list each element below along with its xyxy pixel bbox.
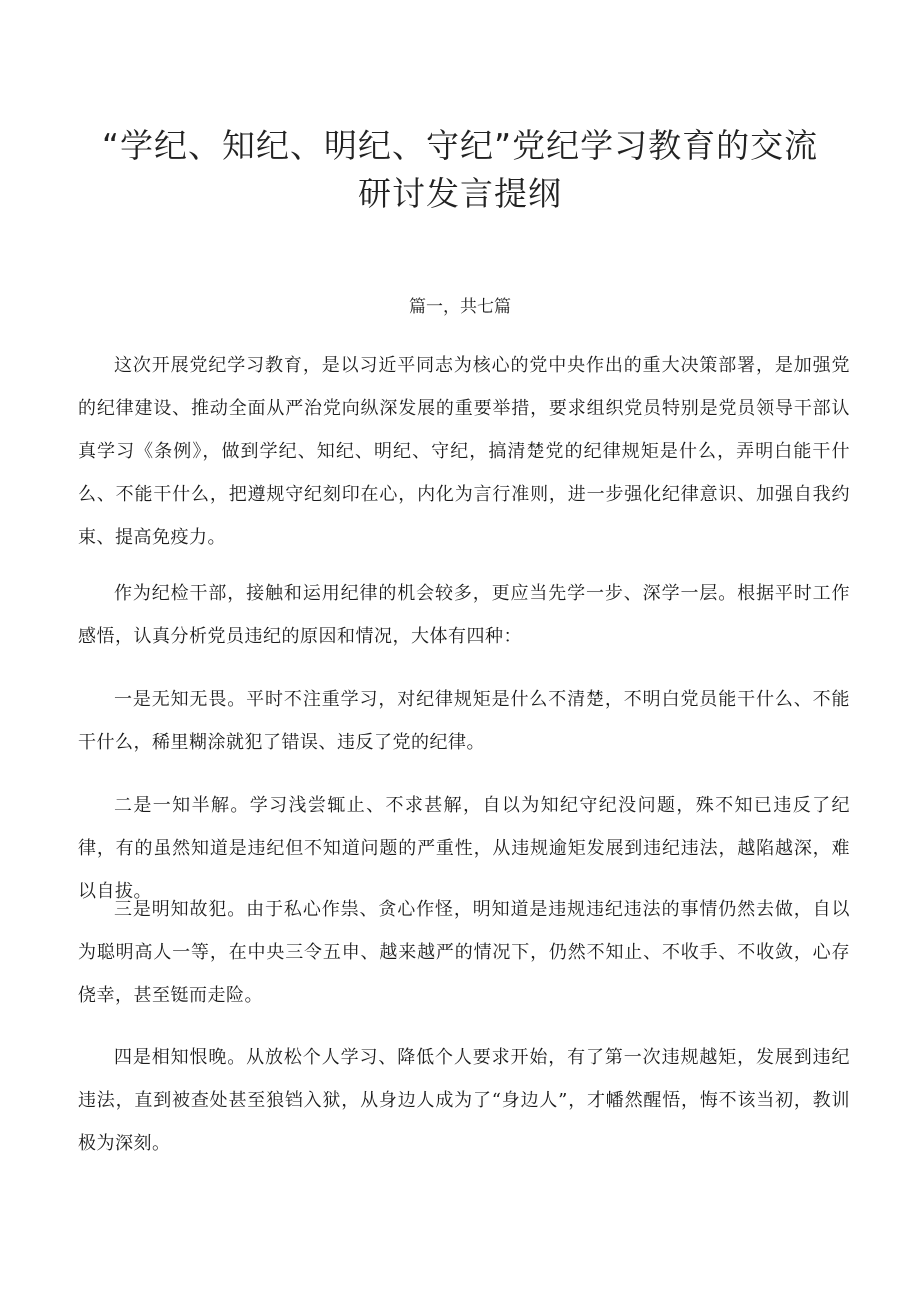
paragraph-analysis: 作为纪检干部，接触和运用纪律的机会较多，更应当先学一步、深学一层。根据平时工作感悟，认真分析党员违纪的原因和情况，大体有四种： bbox=[78, 583, 850, 647]
document-title-line-1: “学纪、知纪、明纪、守纪”党纪学习教育的交流 bbox=[101, 126, 819, 165]
paragraph-point-4: 四是相知恨晚。从放松个人学习、降低个人要求开始，有了第一次违规越矩，发展到违纪违法，直到被查处甚至狼铛入狱，从身边人成为了“身边人”，才幡然醒悟，悔不该当初，教训极为深刻。 bbox=[78, 1047, 850, 1154]
paragraph-point-3: 三是明知故犯。由于私心作祟、贪心作怪，明知道是违规违纪违法的事情仍然去做，自以为聪明高人一等，在中央三令五申、越来越严的情况下，仍然不知止、不收手、不收敛，心存侥幸，甚至铤而走险。 bbox=[78, 899, 850, 1006]
section-subtitle: 篇一，共七篇 bbox=[409, 297, 511, 317]
paragraph-point-2: 二是一知半解。学习浅尝辄止、不求甚解，自以为知纪守纪没问题，殊不知已违反了纪律，有的虽然知道是违纪但不知道问题的严重性，从违规逾矩发展到违纪违法，越陷越深，难以自拔。 bbox=[78, 795, 850, 902]
paragraph-intro: 这次开展党纪学习教育，是以习近平同志为核心的党中央作出的重大决策部署，是加强党的纪律建设、推动全面从严治党向纵深发展的重要举措，要求组织党员特别是党员领导干部认真学习《条例》，做到学纪、知纪、明纪、守纪，搞清楚党的纪律规矩是什么，弄明白能干什么、不能干什么，把遵规守纪刻印在心，内化为言行准则，进一步强化纪律意识、加强自我约束、提高免疫力。 bbox=[78, 355, 850, 548]
paragraph-point-1: 一是无知无畏。平时不注重学习，对纪律规矩是什么不清楚，不明白党员能干什么、不能干什么，稀里糊涂就犯了错误、违反了党的纪律。 bbox=[78, 689, 850, 753]
document-title-line-2: 研讨发言提纲 bbox=[358, 174, 562, 213]
